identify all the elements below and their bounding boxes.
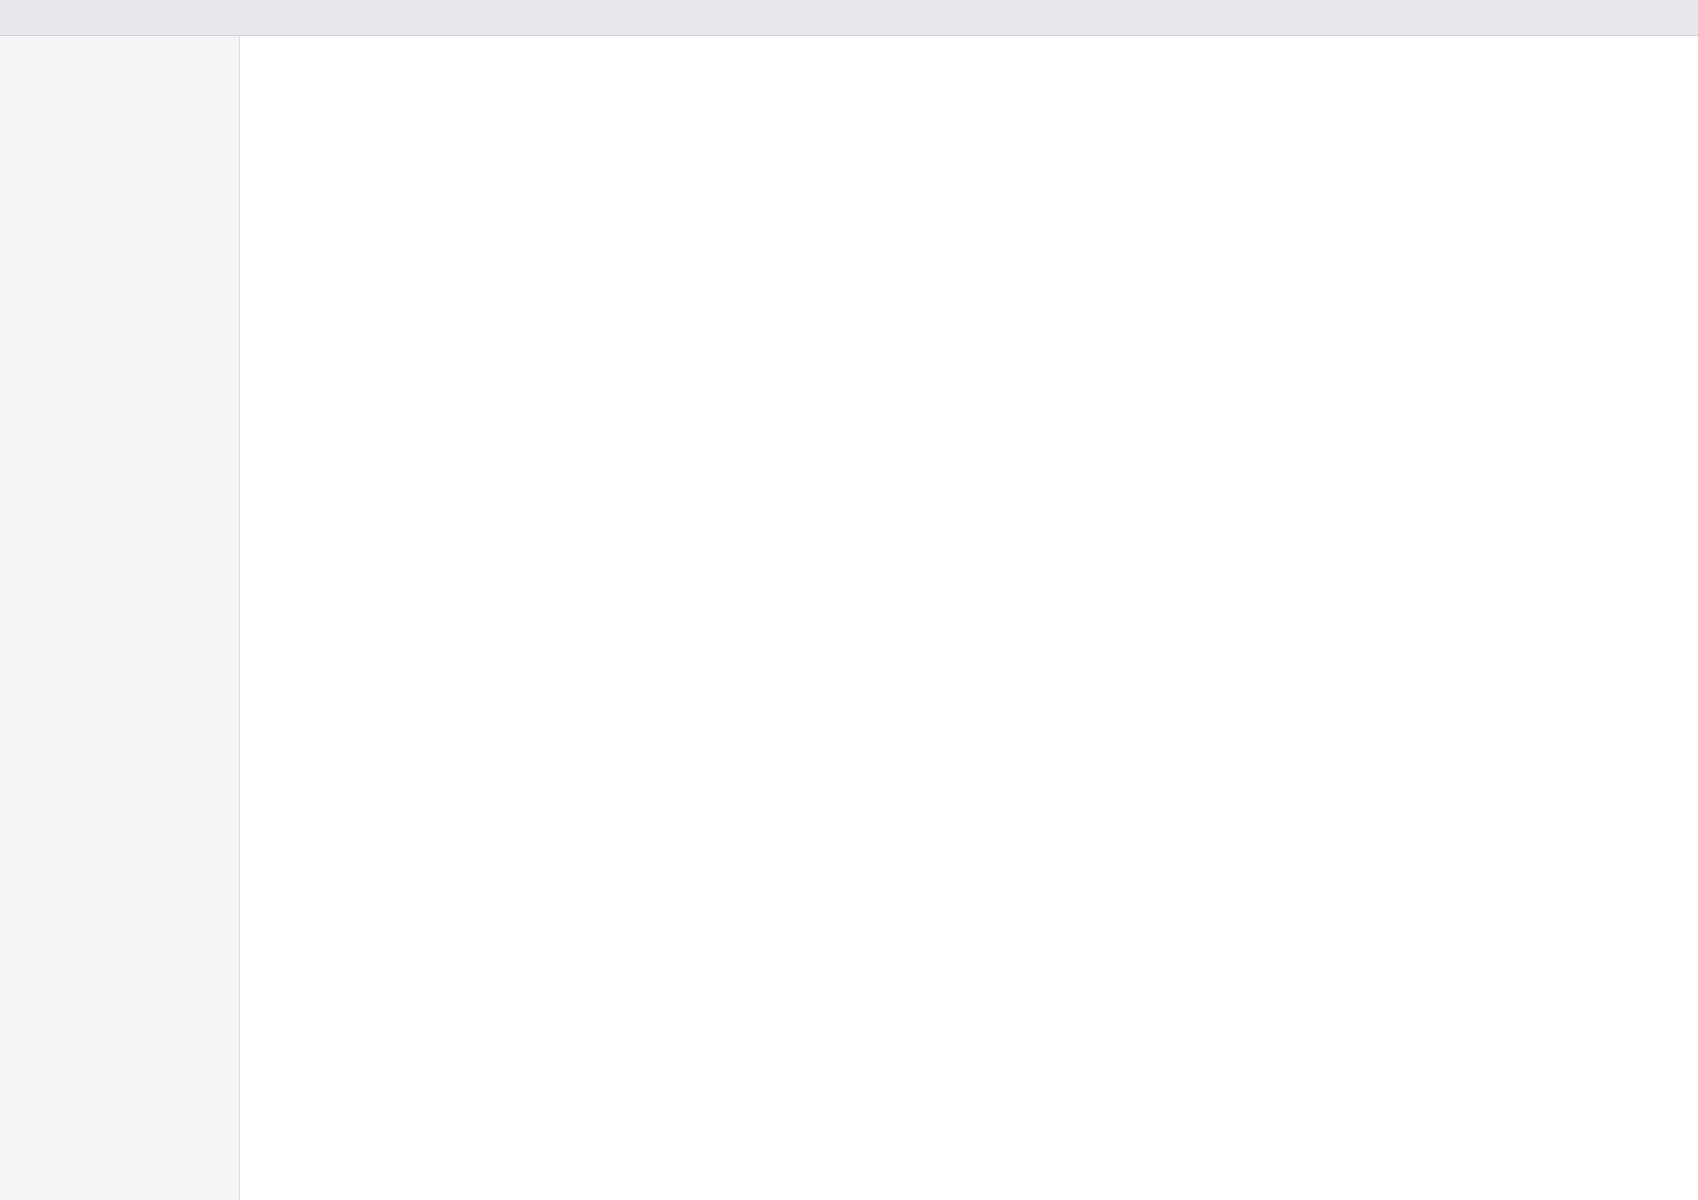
sidebar (0, 36, 240, 1200)
main-content (240, 36, 1698, 1200)
window-body (0, 36, 1698, 1200)
title-bar (0, 0, 1698, 36)
